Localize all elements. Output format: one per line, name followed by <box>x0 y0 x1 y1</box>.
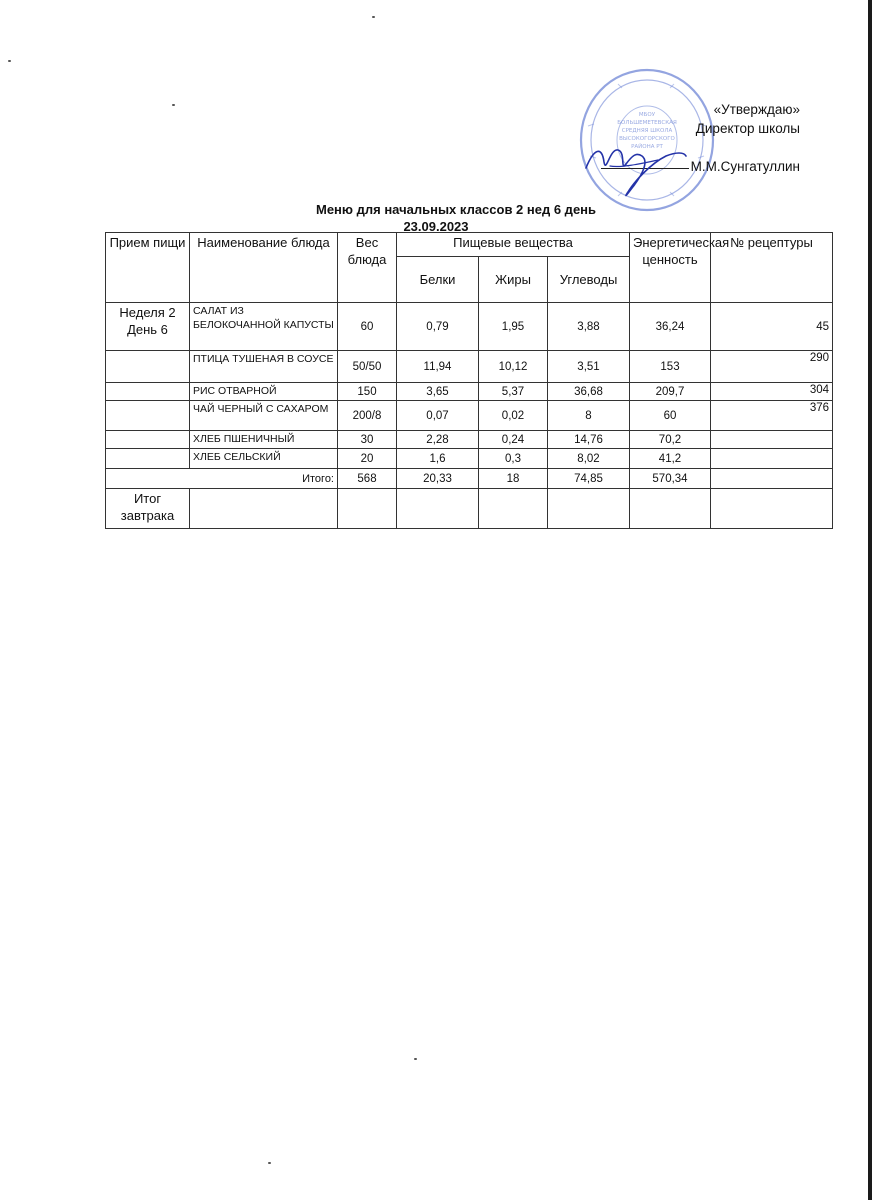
dish-name: ХЛЕБ СЕЛЬСКИЙ <box>190 449 338 469</box>
dish-fat: 10,12 <box>479 351 548 383</box>
dish-protein: 0,79 <box>397 303 479 351</box>
dish-protein: 1,6 <box>397 449 479 469</box>
dish-weight: 50/50 <box>338 351 397 383</box>
dish-weight: 150 <box>338 383 397 401</box>
menu-title <box>0 201 872 235</box>
dish-fat: 1,95 <box>479 303 548 351</box>
dish-carbs: 8,02 <box>548 449 630 469</box>
summary-empty <box>338 489 397 529</box>
dish-fat: 0,3 <box>479 449 548 469</box>
col-energy: Энергетическая ценность <box>630 233 711 303</box>
meal-cell-empty <box>106 401 190 431</box>
summary-label: Итог завтрака <box>106 489 190 529</box>
col-protein: Белки <box>397 257 479 303</box>
dish-protein: 3,65 <box>397 383 479 401</box>
dish-weight: 200/8 <box>338 401 397 431</box>
header-row <box>106 233 833 257</box>
dish-recipe: 376 <box>711 401 833 431</box>
dish-carbs: 36,68 <box>548 383 630 401</box>
dish-fat: 0,24 <box>479 431 548 449</box>
dish-energy: 153 <box>630 351 711 383</box>
col-dish: Наименование блюда <box>190 233 338 303</box>
approval-position: Директор школы <box>695 121 800 136</box>
meal-cell-empty <box>106 383 190 401</box>
summary-empty <box>711 489 833 529</box>
approval-name: М.М.Сунгатуллин <box>690 159 800 174</box>
meal-cell: Неделя 2 День 6 <box>106 303 190 351</box>
dish-weight: 20 <box>338 449 397 469</box>
handwritten-signature <box>580 138 690 200</box>
col-recipe: № рецептуры <box>711 233 833 303</box>
dish-name: ЧАЙ ЧЕРНЫЙ С САХАРОМ <box>190 401 338 431</box>
table-row <box>106 431 833 449</box>
menu-table <box>105 232 833 529</box>
dish-carbs: 8 <box>548 401 630 431</box>
col-nutrients: Пищевые вещества <box>397 233 630 257</box>
dish-energy: 41,2 <box>630 449 711 469</box>
total-recipe-empty <box>711 469 833 489</box>
table-row <box>106 449 833 469</box>
total-energy: 570,34 <box>630 469 711 489</box>
dish-protein: 11,94 <box>397 351 479 383</box>
menu-date: 23.09.2023 <box>403 219 469 234</box>
approval-title: «Утверждаю» <box>713 102 800 117</box>
svg-text:СРЕДНЯЯ ШКОЛА: СРЕДНЯЯ ШКОЛА <box>621 128 673 134</box>
scan-speck <box>268 1162 271 1164</box>
scan-speck <box>8 60 11 62</box>
dish-recipe <box>711 449 833 469</box>
dish-name: САЛАТ ИЗ БЕЛОКОЧАННОЙ КАПУСТЫ <box>190 303 338 351</box>
meal-cell-empty <box>106 351 190 383</box>
dish-recipe: 290 <box>711 351 833 383</box>
dish-fat: 0,02 <box>479 401 548 431</box>
dish-name: ПТИЦА ТУШЕНАЯ В СОУСЕ <box>190 351 338 383</box>
scan-speck <box>172 104 175 106</box>
svg-text:МБОУ: МБОУ <box>638 112 656 118</box>
dish-recipe: 304 <box>711 383 833 401</box>
total-carbs: 74,85 <box>548 469 630 489</box>
summary-empty <box>479 489 548 529</box>
dish-name: ХЛЕБ ПШЕНИЧНЫЙ <box>190 431 338 449</box>
dish-protein: 0,07 <box>397 401 479 431</box>
dish-weight: 30 <box>338 431 397 449</box>
col-weight: Вес блюда <box>338 233 397 303</box>
dish-carbs: 14,76 <box>548 431 630 449</box>
scan-speck <box>372 16 375 18</box>
scan-speck <box>414 1058 417 1060</box>
col-meal: Прием пищи <box>106 233 190 303</box>
dish-fat: 5,37 <box>479 383 548 401</box>
dish-carbs: 3,51 <box>548 351 630 383</box>
table-row <box>106 351 833 383</box>
dish-recipe: 45 <box>711 303 833 351</box>
dish-carbs: 3,88 <box>548 303 630 351</box>
dish-name: РИС ОТВАРНОЙ <box>190 383 338 401</box>
total-protein: 20,33 <box>397 469 479 489</box>
col-carbs: Углеводы <box>548 257 630 303</box>
table-row <box>106 303 833 351</box>
summary-empty <box>630 489 711 529</box>
dish-energy: 70,2 <box>630 431 711 449</box>
meal-cell-empty <box>106 449 190 469</box>
total-weight: 568 <box>338 469 397 489</box>
meal-cell-empty <box>106 431 190 449</box>
total-fat: 18 <box>479 469 548 489</box>
total-row <box>106 469 833 489</box>
menu-title-text: Меню для начальных классов 2 нед 6 день <box>315 202 597 217</box>
scan-edge <box>868 0 872 1200</box>
svg-text:ВЫСОКОГОРСКОГО: ВЫСОКОГОРСКОГО <box>619 136 675 142</box>
dish-protein: 2,28 <box>397 431 479 449</box>
summary-empty <box>548 489 630 529</box>
dish-energy: 36,24 <box>630 303 711 351</box>
summary-empty <box>190 489 338 529</box>
total-label: Итого: <box>106 469 338 489</box>
dish-recipe <box>711 431 833 449</box>
summary-empty <box>397 489 479 529</box>
table-row <box>106 383 833 401</box>
table-row <box>106 401 833 431</box>
svg-text:РАЙОНА РТ: РАЙОНА РТ <box>631 144 663 150</box>
dish-energy: 209,7 <box>630 383 711 401</box>
col-fat: Жиры <box>479 257 548 303</box>
dish-energy: 60 <box>630 401 711 431</box>
summary-row <box>106 489 833 529</box>
svg-text:БОЛЬШЕМЕТЕВСКАЯ: БОЛЬШЕМЕТЕВСКАЯ <box>617 120 677 126</box>
dish-weight: 60 <box>338 303 397 351</box>
